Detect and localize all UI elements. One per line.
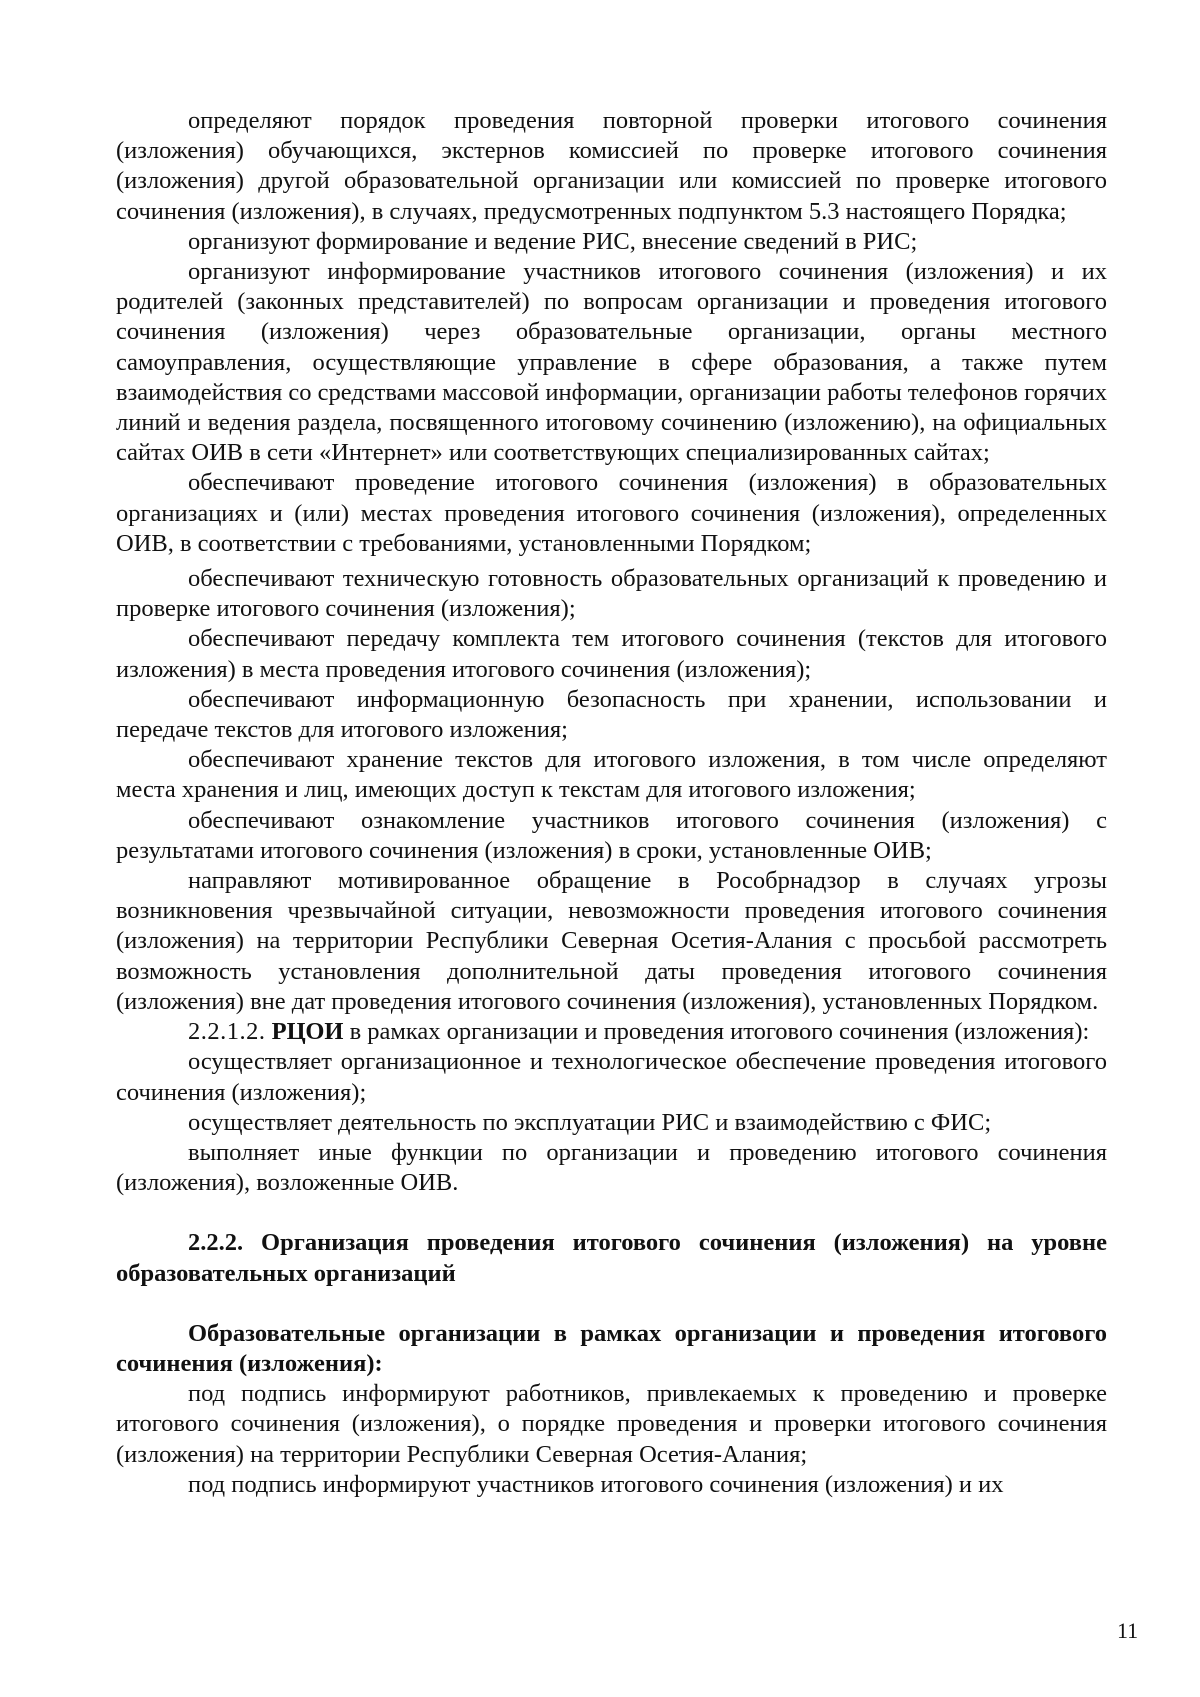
paragraph-technical-readiness: обеспечивают техническую готовность образовательных организаций к проведению и проверке итогового сочинения (изложения); (116, 565, 1107, 623)
paragraph-inform-participants: под подпись информируют участников итогового сочинения (изложения) и их (188, 1470, 1004, 1498)
section-bold-term: РЦОИ (271, 1018, 344, 1046)
page-number: 11 (1117, 1618, 1139, 1643)
paragraph-info-security: обеспечивают информационную безопасность при хранении, использовании и передаче текстов для итогового изложения; (116, 685, 1107, 744)
paragraph-rosobrnadzor: направляют мотивированное обращение в Рособрнадзор в случаях угрозы возникновения чрезвычайной ситуации, невозможности проведения итогового сочинения (изложения) на территории Республики Северная Осетия-Алания с просьбой рассмотреть возможность установления дополнительной даты проведения итогового сочинения (изложения) вне дат проведения итогового сочинения (изложения), установленных Порядком. (116, 867, 1107, 1015)
paragraph-rcoi-support: осуществляет организационное и технологическое обеспечение проведения итогового сочинения (изложения); (116, 1048, 1107, 1106)
paragraph-rcoi-other: выполняет иные функции по организации и проведению итогового сочинения (изложения), возложенные ОИВ. (116, 1138, 1107, 1197)
section-rest-text: в рамках организации и проведения итогового сочинения (изложения): (343, 1018, 1090, 1046)
paragraph-rcoi-ris: осуществляет деятельность по эксплуатации РИС и взаимодействию с ФИС; (188, 1108, 992, 1136)
paragraph-repeat-check: определяют порядок проведения повторной проверки итогового сочинения (изложения) обучающихся, экстернов комиссией по проверке итогового сочинения (изложения) другой образовательной организации или комиссией по проверке итогового сочинения (изложения), в случаях, предусмотренных подпунктом 5.3 настоящего Порядка; (116, 107, 1107, 225)
paragraph-text-storage: обеспечивают хранение текстов для итогового изложения, в том числе определяют места хранения и лиц, имеющих доступ к текстам для итогового изложения; (116, 746, 1107, 804)
paragraph-inform-workers: под подпись информируют работников, привлекаемых к проведению и проверке итогового сочинения (изложения), о порядке проведения и проверки итогового сочинения (изложения) на территории Республики Северная Осетия-Алания; (116, 1380, 1107, 1468)
section-rcoi (116, 1017, 1107, 1047)
paragraph-informing: организуют информирование участников итогового сочинения (изложения) и их родителей (законных представителей) по вопросам организации и проведения итогового сочинения (изложения) через образовательные организации, органы местного самоуправления, осуществляющие управление в сфере образования, а также путем взаимодействия со средствами массовой информации, организации работы телефонов горячих линий и ведения раздела, посвященного итоговому сочинению (изложению), на официальных сайтах ОИВ в сети «Интернет» или соответствующих специализированных сайтах; (116, 258, 1107, 467)
paragraph-conduct: обеспечивают проведение итогового сочинения (изложения) в образовательных организациях и (или) местах проведения итогового сочинения (изложения), определенных ОИВ, в соответствии с требованиями, установленными Порядком; (116, 469, 1107, 557)
section-number: 2.2.1.2. (188, 1018, 266, 1046)
paragraph-topic-transfer: обеспечивают передачу комплекта тем итогового сочинения (текстов для итогового изложения) в места проведения итогового сочинения (изложения); (116, 625, 1107, 683)
subheading-edu-orgs: Образовательные организации в рамках организации и проведения итогового сочинения (изложения): (116, 1319, 1107, 1377)
paragraph-ris: организуют формирование и ведение РИС, внесение сведений в РИС; (188, 227, 918, 255)
paragraph-results: обеспечивают ознакомление участников итогового сочинения (изложения) с результатами итогового сочинения (изложения) в сроки, установленные ОИВ; (116, 806, 1107, 864)
section-heading-2-2-2: 2.2.2. Организация проведения итогового сочинения (изложения) на уровне образовательных организаций (116, 1229, 1107, 1287)
